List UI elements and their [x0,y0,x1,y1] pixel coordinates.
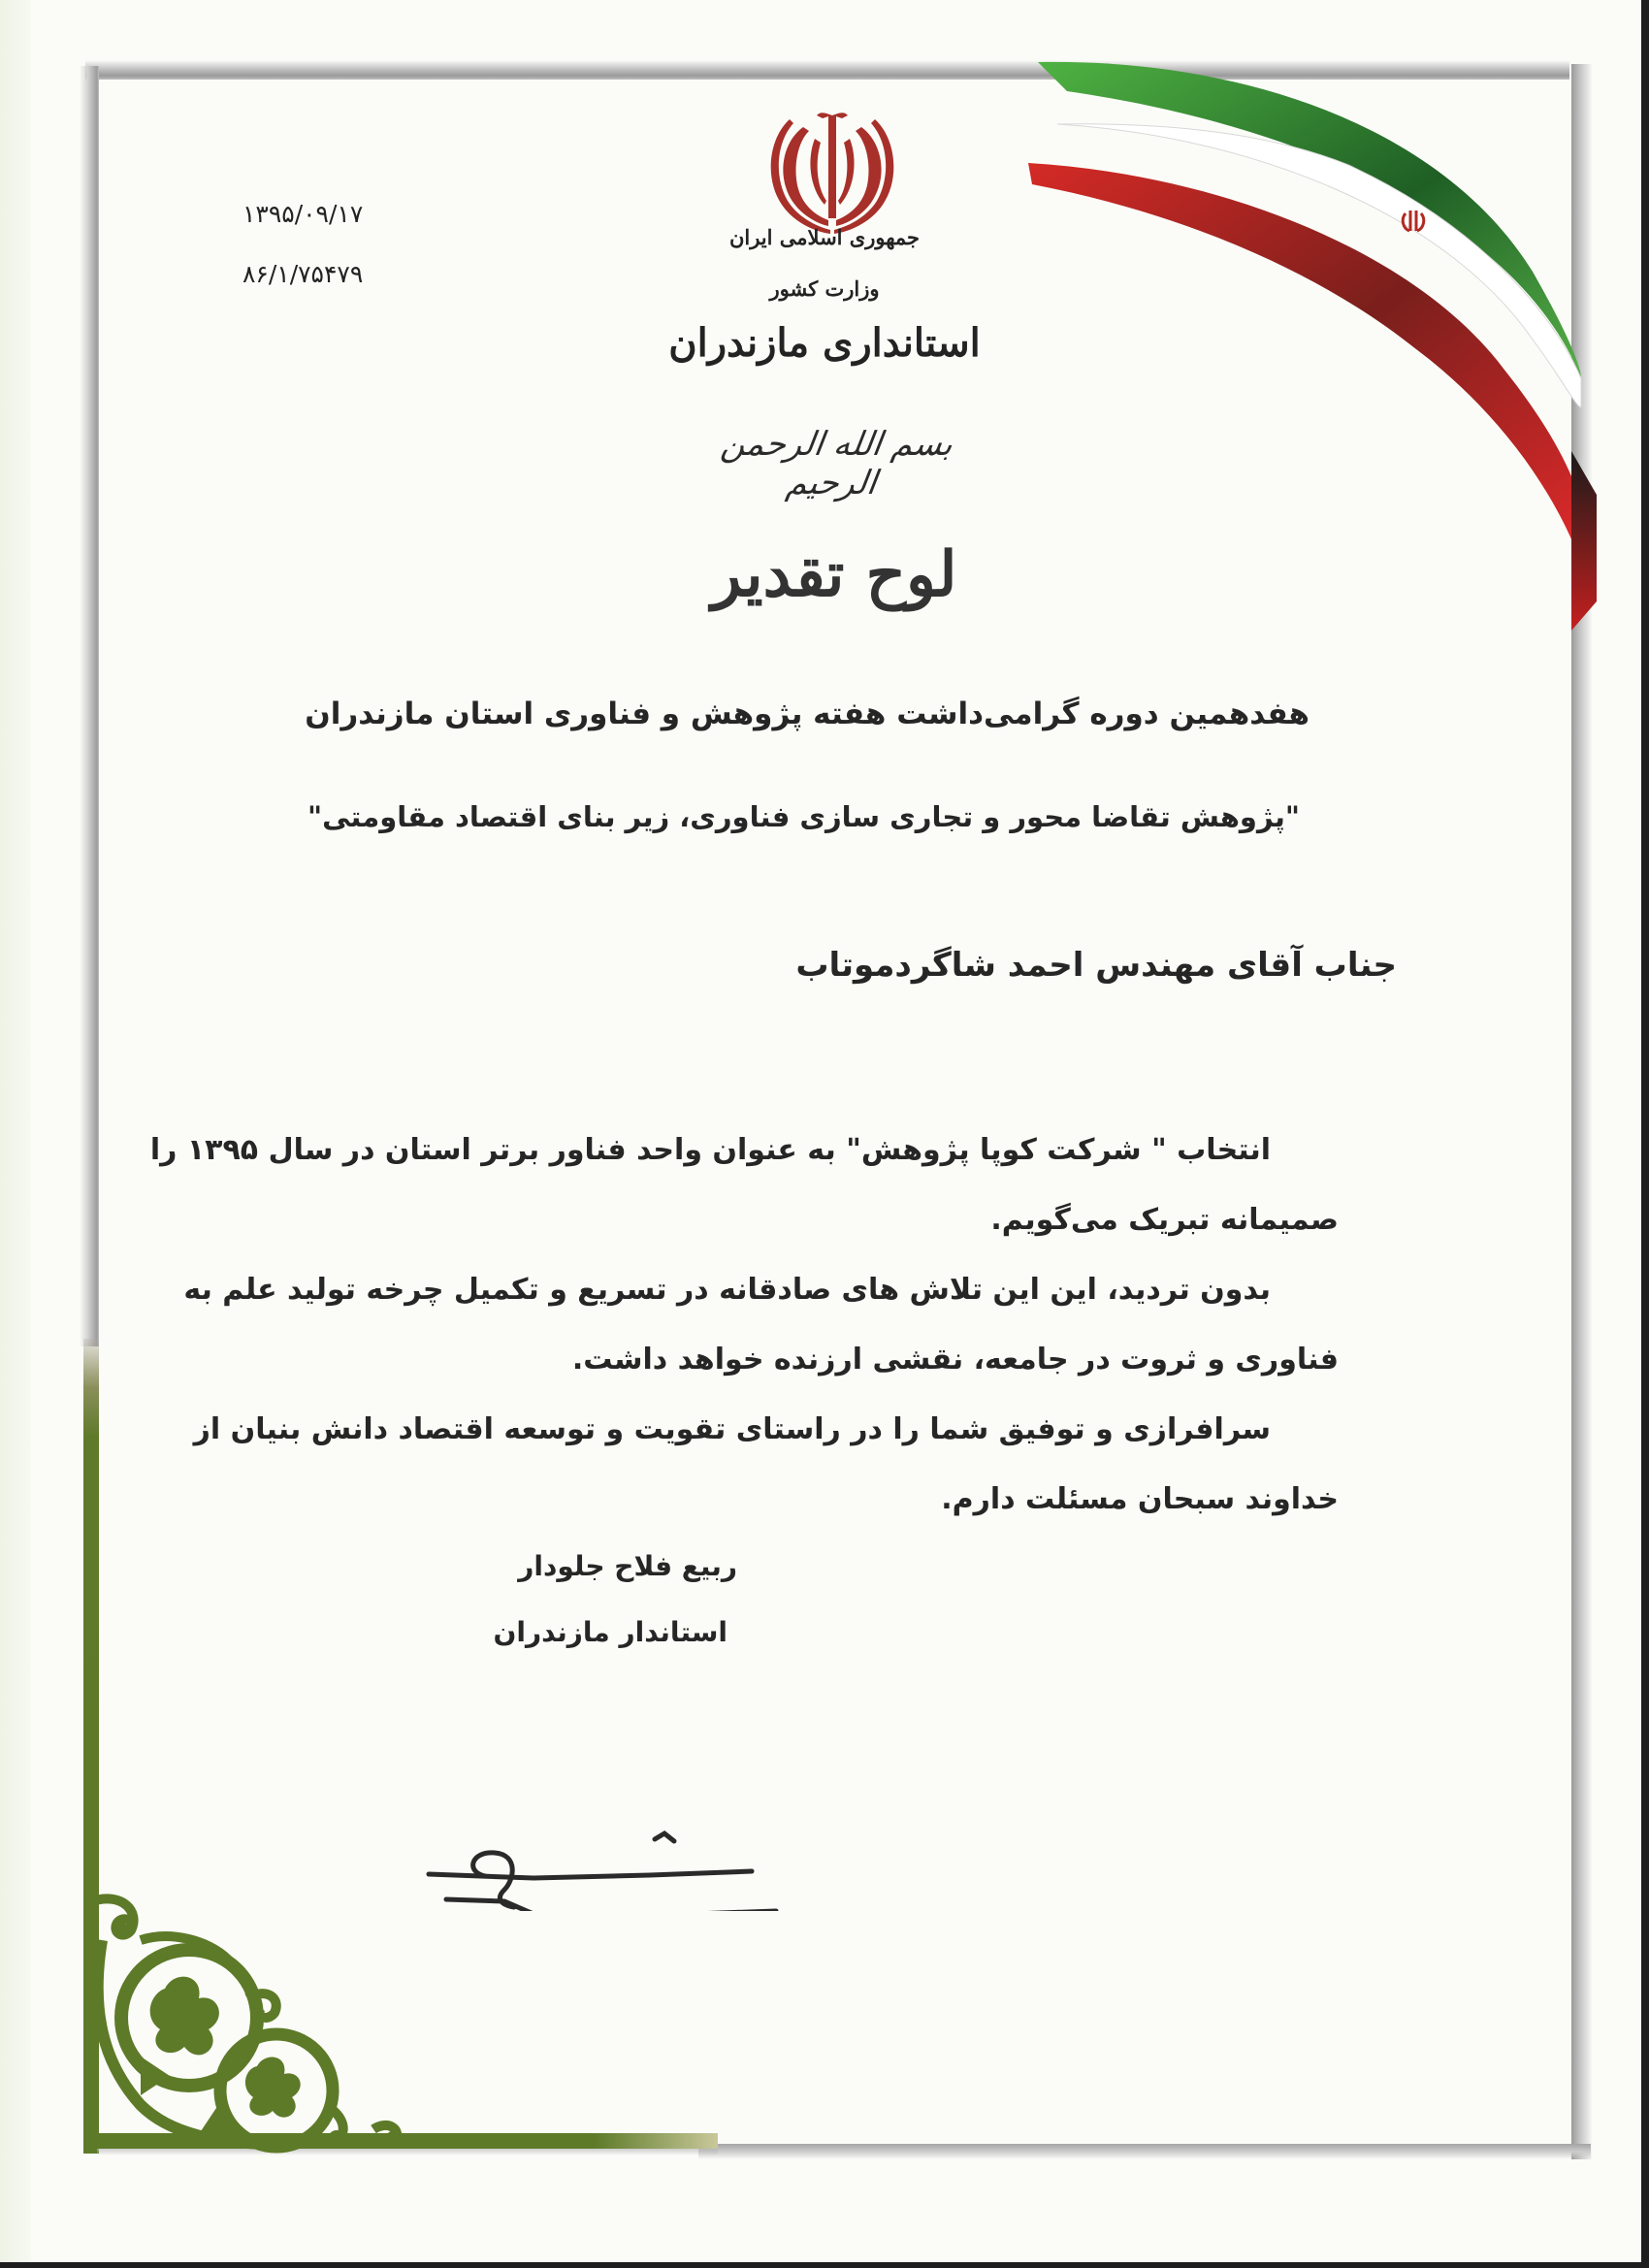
signatory-position: استاندار مازندران [493,1616,728,1648]
body-paragraph-3-line-2: خداوند سبحان مسئلت دارم. [941,1482,1339,1516]
scan-edge-right [1641,0,1649,2268]
flag-green-band [1038,62,1581,378]
reference-block [242,184,417,305]
flag-red-band [1028,163,1581,563]
iran-flag-ribbon [1028,58,1610,679]
scan-margin [0,0,31,2268]
basmala-calligraphy [679,407,989,504]
letterhead-country: جمهوری اسلامی ایران [728,225,921,249]
flag-fold [1571,451,1597,631]
reference-date: ۱۳۹۵/۰۹/۱۷ [242,200,364,228]
reference-number: ۸۶/۱/۷۵۴۷۹ [242,260,364,288]
recipient-name: جناب آقای مهندس احمد شاگردموتاب [795,946,1397,985]
signatory-name: ربیع فلاح جلودار [518,1550,737,1582]
ornamental-corner [82,1649,412,2154]
handwritten-signature [417,1804,786,1911]
body-paragraph-2-line-1: بدون تردید، این این تلاش های صادقانه در تسریع و تکمیل چرخه تولید علم به [183,1273,1271,1307]
scan-edge-bottom [0,2262,1649,2268]
basmala-text: بسم الله الرحمن الرحیم [718,425,955,502]
frame-left-border [80,66,99,1346]
body-paragraph-1-line-1: انتخاب " شرکت کوپا پژوهش" به عنوان واحد فناور برتر استان در سال ۱۳۹۵ را [149,1133,1271,1167]
letterhead-ministry: وزارت کشور [769,276,880,301]
letterhead-governorate: استانداری مازندران [668,320,981,366]
event-slogan: "پژوهش تقاضا محور و تجاری سازی فناوری، زیر بنای اقتصاد مقاومتی" [307,800,1300,833]
iran-emblem-icon [764,110,900,234]
frame-bottom-border [698,2144,1591,2159]
body-paragraph-1-line-2: صمیمانه تبریک می‌گویم. [990,1203,1339,1237]
body-paragraph-3-line-1: سرافرازی و توفیق شما را در راستای تقویت و توسعه اقتصاد دانش بنیان از [193,1412,1271,1446]
certificate-title: لوح تقدیر [711,538,957,611]
event-subtitle: هفدهمین دوره گرامی‌داشت هفته پژوهش و فناوری استان مازندران [305,697,1310,731]
body-paragraph-2-line-2: فناوری و ثروت در جامعه، نقشی ارزنده خواهد داشت. [571,1343,1339,1377]
